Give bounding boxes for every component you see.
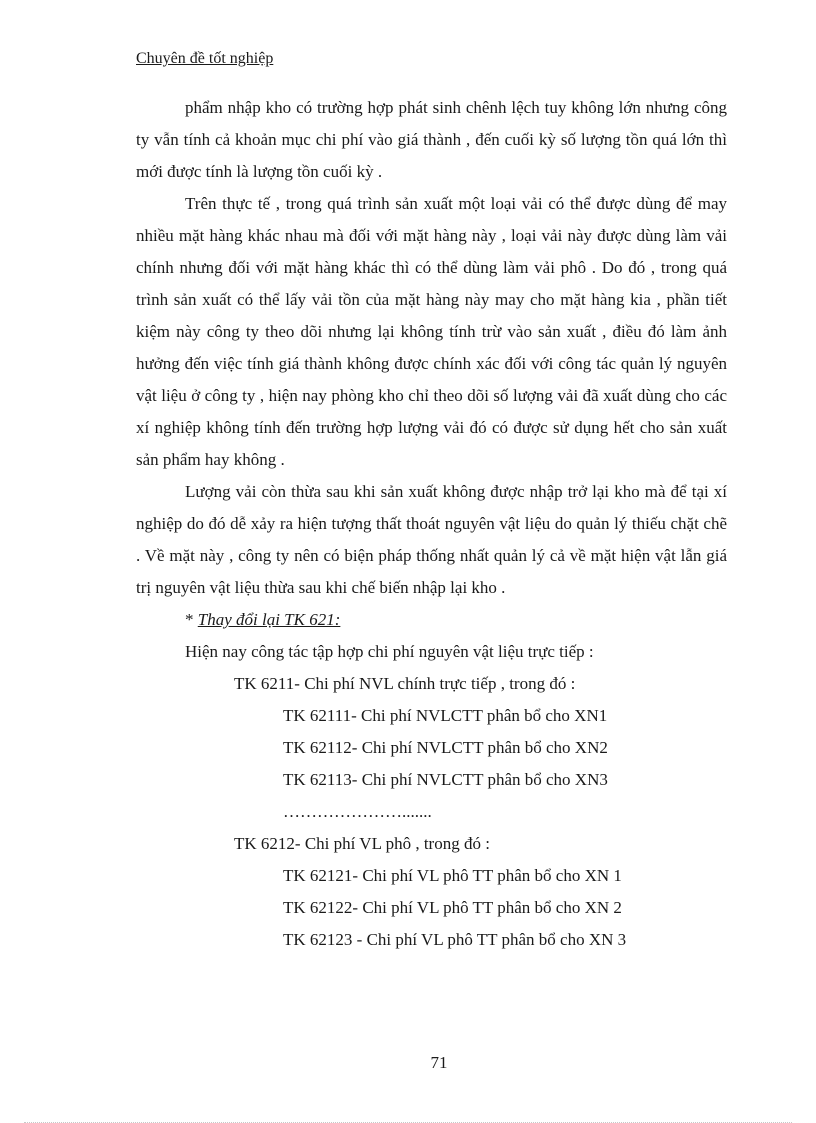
- account-62112: TK 62112- Chi phí NVLCTT phân bổ cho XN2: [283, 738, 608, 757]
- account-group-6212: TK 6212- Chi phí VL phô , trong đó :: [234, 834, 490, 853]
- paragraph-2: Trên thực tế , trong quá trình sản xuất một loại vải có thể được dùng để may nhiều mặt hàng khác nhau mà đối với mặt hàng này , loại vải này được dùng làm vải chính nhưng đối với mặt hàng khác thì có thể dùng làm vải phô . Do đó , trong quá trình sản xuất có thể lấy vải tồn của mặt hàng này may cho mặt hàng kia , phần tiết kiệm này công ty theo dõi nhưng lại không tính trừ vào sản xuất , điều đó làm ảnh hưởng đến việc tính giá thành không được chính xác đối với công tác quản lý nguyên vật liệu ở công ty , hiện nay phòng kho chỉ theo dõi số lượng vải đã xuất dùng cho các xí nghiệp không tính đến trường hợp lượng vải đó có được sử dụng hết cho sản xuất sản phẩm hay không .: [136, 194, 727, 469]
- account-62111: TK 62111- Chi phí NVLCTT phân bổ cho XN1: [283, 706, 608, 725]
- account-group-6211: TK 6211- Chi phí NVL chính trực tiếp , trong đó :: [234, 674, 576, 693]
- account-62123: TK 62123 - Chi phí VL phô TT phân bổ cho XN 3: [283, 930, 627, 949]
- paragraph-3: Lượng vải còn thừa sau khi sản xuất không được nhập trở lại kho mà để tại xí nghiệp do đó dễ xảy ra hiện tượng thất thoát nguyên vật liệu do quản lý thiếu chặt chẽ . Về mặt này , công ty nên có biện pháp thống nhất quản lý cả về mặt hiện vật lẫn giá trị nguyên vật liệu thừa sau khi chế biến nhập lại kho .: [136, 482, 727, 597]
- ellipsis-line: ………………….......: [283, 802, 432, 821]
- paragraph-1: phẩm nhập kho có trường hợp phát sinh chênh lệch tuy không lớn nhưng công ty vẫn tính cả khoản mục chi phí vào giá thành , đến cuối kỳ số lượng tồn quá lớn thì mới được tính là lượng tồn cuối kỳ .: [136, 98, 727, 181]
- account-62113: TK 62113- Chi phí NVLCTT phân bổ cho XN3: [283, 770, 608, 789]
- section-intro: Hiện nay công tác tập hợp chi phí nguyên vật liệu trực tiếp :: [185, 642, 594, 661]
- account-62121: TK 62121- Chi phí VL phô TT phân bổ cho XN 1: [283, 866, 622, 885]
- section-heading: [136, 604, 727, 636]
- running-header: Chuyên đề tốt nghiệp: [136, 50, 274, 67]
- account-62122: TK 62122- Chi phí VL phô TT phân bổ cho XN 2: [283, 898, 622, 917]
- section-heading-text: Thay đổi lại TK 621:: [197, 610, 341, 629]
- section-bullet: *: [185, 610, 198, 629]
- page-number: 71: [430, 1053, 448, 1072]
- document-body: [136, 92, 727, 956]
